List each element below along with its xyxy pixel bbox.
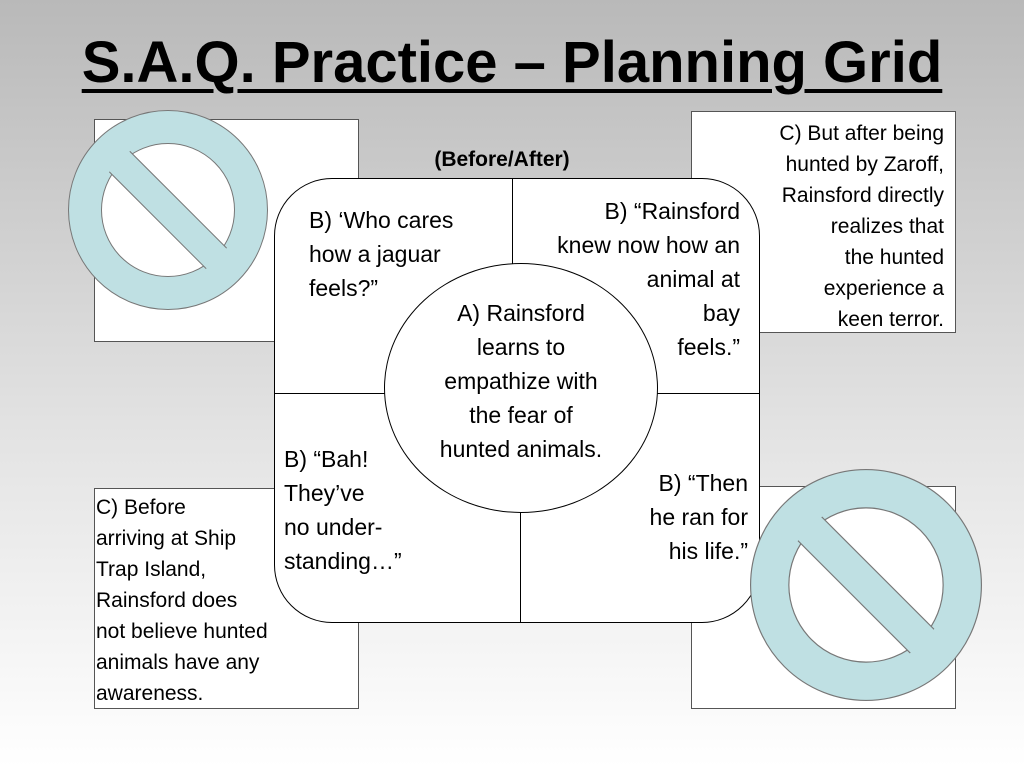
text-line: the hunted xyxy=(844,246,944,269)
text-line: Rainsford directly xyxy=(781,184,944,207)
text-line: feels.” xyxy=(677,334,740,360)
text-line: B) “Then xyxy=(658,470,748,496)
text-line: hunted animals. xyxy=(439,436,603,462)
text-line: experience a xyxy=(823,277,944,300)
text-line: not believe hunted xyxy=(96,620,268,643)
text-line: Rainsford does xyxy=(96,589,238,612)
text-line: B) “Rainsford xyxy=(604,198,740,224)
text-line: arriving at Ship xyxy=(96,527,237,550)
text-line: realizes that xyxy=(830,215,944,238)
text-line: standing…” xyxy=(284,548,402,574)
quadrant-text-bottom-right xyxy=(650,466,748,568)
text-line: no under- xyxy=(284,514,383,540)
text-line: awareness. xyxy=(96,682,204,705)
text-line: his life.” xyxy=(668,538,748,564)
text-line: he ran for xyxy=(649,504,748,530)
text-line: B) ‘Who cares xyxy=(309,207,454,233)
prohibited-icon xyxy=(68,110,268,310)
text-line: They’ve xyxy=(284,480,365,506)
text-line: empathize with xyxy=(444,368,598,394)
corner-text-bottom-left xyxy=(96,492,268,709)
text-line: the fear of xyxy=(469,402,573,428)
page-title: S.A.Q. Practice – Planning Grid xyxy=(81,30,943,95)
text-line: animals have any xyxy=(96,651,260,674)
grid-divider-horizontal-right xyxy=(656,393,760,394)
corner-text-top-right xyxy=(779,118,944,335)
prohibited-icon xyxy=(750,469,982,701)
text-line: hunted by Zaroff, xyxy=(785,153,944,176)
text-line: how a jaguar xyxy=(309,241,441,267)
text-line: animal at xyxy=(646,266,740,292)
text-line: B) “Bah! xyxy=(284,446,369,472)
text-line: C) Before xyxy=(96,496,186,519)
text-line: C) But after being xyxy=(779,122,944,145)
text-line: learns to xyxy=(476,334,566,360)
quadrant-text-top-left xyxy=(309,203,453,305)
text-line: A) Rainsford xyxy=(457,300,585,326)
text-line: knew now how an xyxy=(557,232,740,258)
center-circle-text xyxy=(384,296,658,466)
text-line: bay xyxy=(702,300,740,326)
grid-divider-vertical-bottom xyxy=(520,500,521,623)
before-after-heading: (Before/After) xyxy=(434,148,570,171)
text-line: keen terror. xyxy=(837,308,944,331)
text-line: feels?” xyxy=(309,275,379,301)
text-line: Trap Island, xyxy=(96,558,207,581)
grid-divider-horizontal-left xyxy=(274,393,386,394)
